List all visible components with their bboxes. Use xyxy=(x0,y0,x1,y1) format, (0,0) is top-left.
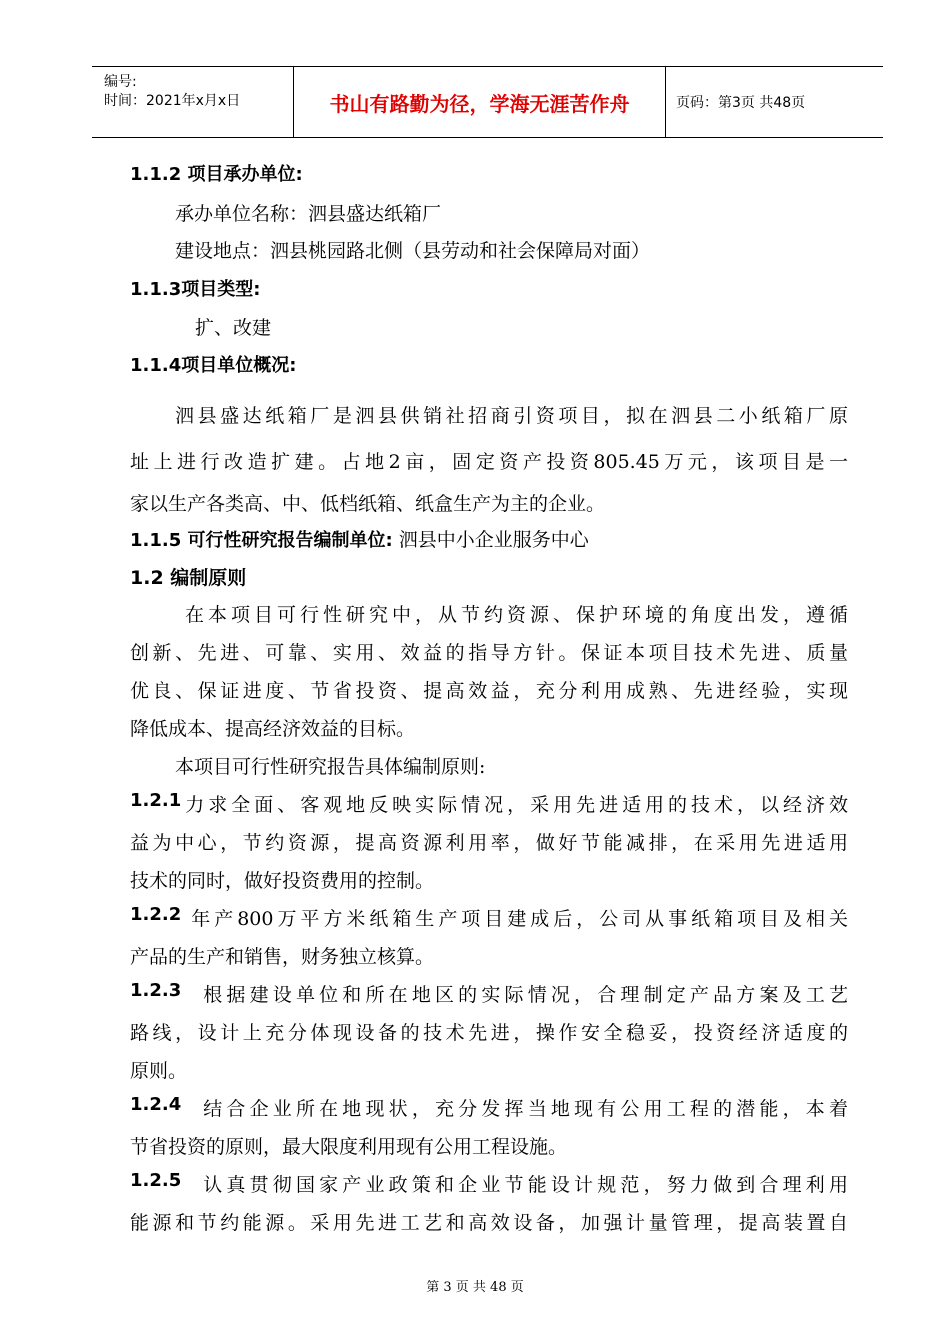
page-footer: 第 3 页 共 48 页 xyxy=(426,1280,524,1295)
overview-line: 泗县盛达纸箱厂是泗县供销社招商引资项目，拟在泗县二小纸箱厂原 xyxy=(175,405,848,427)
section-1-1-4-heading: 1.1.4项目单位概况: xyxy=(130,355,297,376)
section-1-1-5 xyxy=(130,525,589,552)
overview-line: 址上进行改造扩建。占地2亩，固定资产投资805.45万元，该项目是一 xyxy=(130,451,848,473)
section-1-2-3-text: 原则。 xyxy=(130,1060,188,1082)
number-label: 编号: xyxy=(104,74,137,90)
header-motto: 书山有路勤为径，学海无涯苦作舟 xyxy=(294,67,666,137)
project-type: 扩、改建 xyxy=(195,317,272,339)
section-1-2-5-text: 能源和节约能源。采用先进工艺和高效设备，加强计量管理，提高装置自 xyxy=(130,1212,848,1234)
compiler-unit: 泗县中小企业服务中心 xyxy=(398,529,589,551)
section-1-2-5-number: 1.2.5 xyxy=(130,1170,182,1191)
section-1-2-3-text: 根据建设单位和所在地区的实际情况，合理制定产品方案及工艺 xyxy=(203,984,848,1006)
section-1-2-heading: 1.2 编制原则 xyxy=(130,567,247,589)
principle-line: 在本项目可行性研究中，从节约资源、保护环境的角度出发，遵循 xyxy=(185,604,848,626)
section-1-2-5-line xyxy=(130,1170,848,1197)
principle-line: 创新、先进、可靠、实用、效益的指导方针。保证本项目技术先进、质量 xyxy=(130,642,848,664)
section-1-2-3-line xyxy=(130,980,848,1007)
organizer-name: 承办单位名称：泗县盛达纸箱厂 xyxy=(175,203,442,225)
section-1-2-2-text: 产品的生产和销售，财务独立核算。 xyxy=(130,946,435,968)
header-meta xyxy=(92,67,294,137)
construction-site: 建设地点：泗县桃园路北侧（县劳动和社会保障局对面） xyxy=(175,240,651,262)
principle-line: 优良、保证进度、节省投资、提高效益，充分利用成熟、先进经验，实现 xyxy=(130,680,848,702)
principle-intro: 本项目可行性研究报告具体编制原则: xyxy=(175,756,486,778)
section-1-1-2-heading: 1.1.2 项目承办单位: xyxy=(130,164,303,185)
section-1-2-1-line xyxy=(130,790,848,817)
header-page-label: 页码：第3页 共48页 xyxy=(676,95,806,111)
section-1-2-2-line xyxy=(130,904,848,931)
section-1-2-2-text: 年产800万平方米纸箱生产项目建成后，公司从事纸箱项目及相关 xyxy=(191,908,848,930)
principle-line: 降低成本、提高经济效益的目标。 xyxy=(130,718,416,740)
section-1-2-4-text: 节省投资的原则，最大限度利用现有公用工程设施。 xyxy=(130,1136,568,1158)
page-header xyxy=(92,66,883,138)
section-1-2-3-text: 路线，设计上充分体现设备的技术先进，操作安全稳妥，投资经济适度的 xyxy=(130,1022,848,1044)
section-1-2-1-text: 益为中心，节约资源，提高资源利用率，做好节能减排，在采用先进适用 xyxy=(130,832,848,854)
section-1-2-1-number: 1.2.1 xyxy=(130,790,182,811)
section-1-2-1-text: 技术的同时，做好投资费用的控制。 xyxy=(130,870,435,892)
section-1-2-2-number: 1.2.2 xyxy=(130,904,182,925)
section-1-2-1-text: 力求全面、客观地反映实际情况，采用先进适用的技术，以经济效 xyxy=(185,794,848,816)
section-1-1-3-heading: 1.1.3项目类型: xyxy=(130,279,261,300)
time-label: 时间：2021年x月x日 xyxy=(104,93,241,109)
section-1-2-4-number: 1.2.4 xyxy=(130,1094,182,1115)
section-1-2-5-text: 认真贯彻国家产业政策和企业节能设计规范，努力做到合理利用 xyxy=(203,1174,848,1196)
section-1-2-4-line xyxy=(130,1094,848,1121)
section-1-1-5-heading: 1.1.5 可行性研究报告编制单位: xyxy=(130,530,393,551)
section-1-2-3-number: 1.2.3 xyxy=(130,980,182,1001)
overview-line: 家以生产各类高、中、低档纸箱、纸盒生产为主的企业。 xyxy=(130,493,606,515)
section-1-2-4-text: 结合企业所在地现状，充分发挥当地现有公用工程的潜能，本着 xyxy=(203,1098,848,1120)
